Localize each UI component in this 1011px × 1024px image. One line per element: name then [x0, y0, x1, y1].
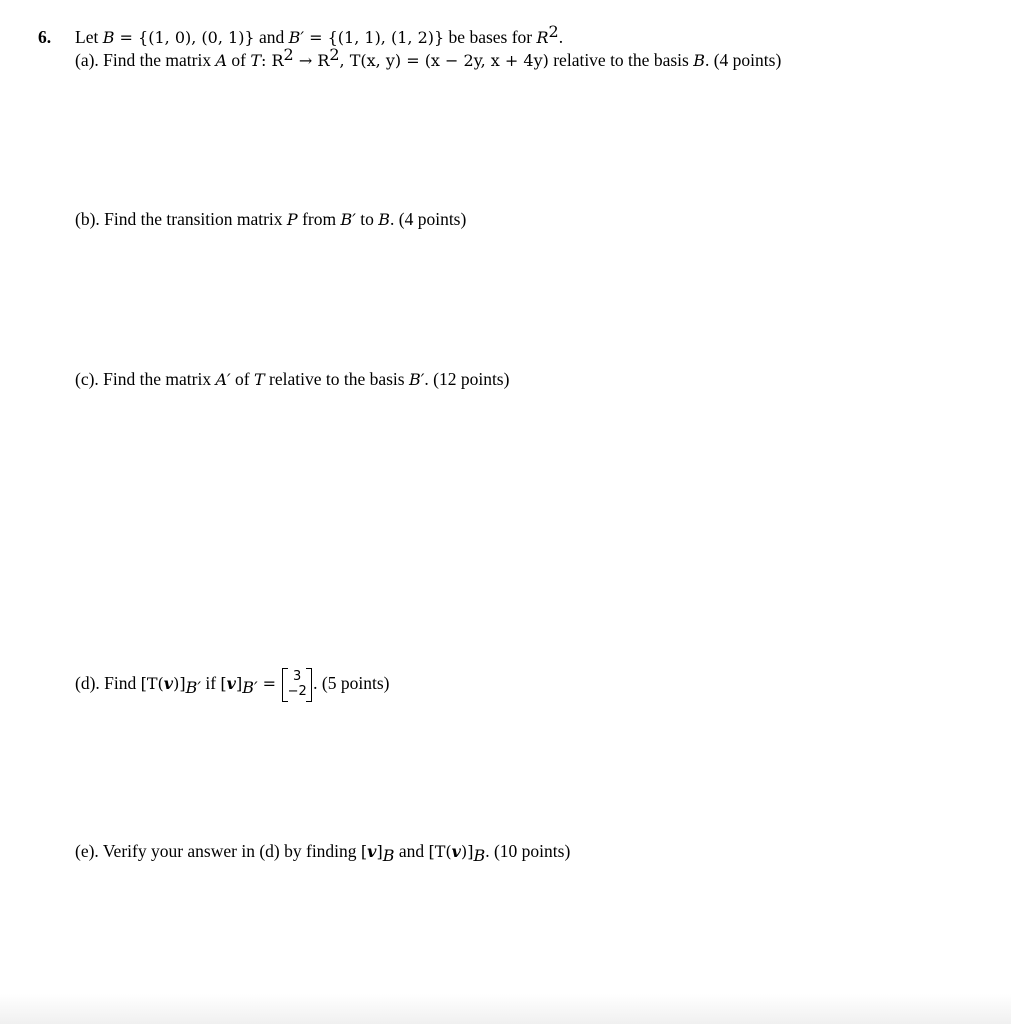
question-number: 6. — [38, 27, 52, 47]
question-stem: Let B = {(1, 0), (0, 1)} and B′ = {(1, 1), (1, 2)} be bases for $R^2$. — [75, 22, 564, 47]
part-b-prompt: (b). Find the transition matrix P from B′ to B. (4 points) — [75, 209, 467, 229]
vector-bottom-entry: −2 — [287, 683, 307, 699]
right-bracket — [306, 668, 312, 702]
part-c-prompt: (c). Find the matrix A′ of T relative to the basis B′. (12 points) — [75, 369, 510, 389]
vector-top-entry: 3 — [293, 668, 302, 684]
page-bottom-shade — [0, 994, 1011, 1024]
column-vector — [282, 668, 312, 702]
part-a-prompt: (a). Find the matrix A of T: $R^2 \to R^2$, T(x, y) = (x − 2y, x + 4y) relative to the basis B. (4 points) — [75, 45, 782, 70]
part-d-prompt: (d). Find $[T(v)]_{B'}$ if $[v]_{B'}$ = 3 −2 . (5 points) — [75, 666, 390, 702]
part-e-prompt: (e). Verify your answer in (d) by finding $[v]_B$ and $[T(v)]_B$. (10 points) — [75, 841, 571, 865]
